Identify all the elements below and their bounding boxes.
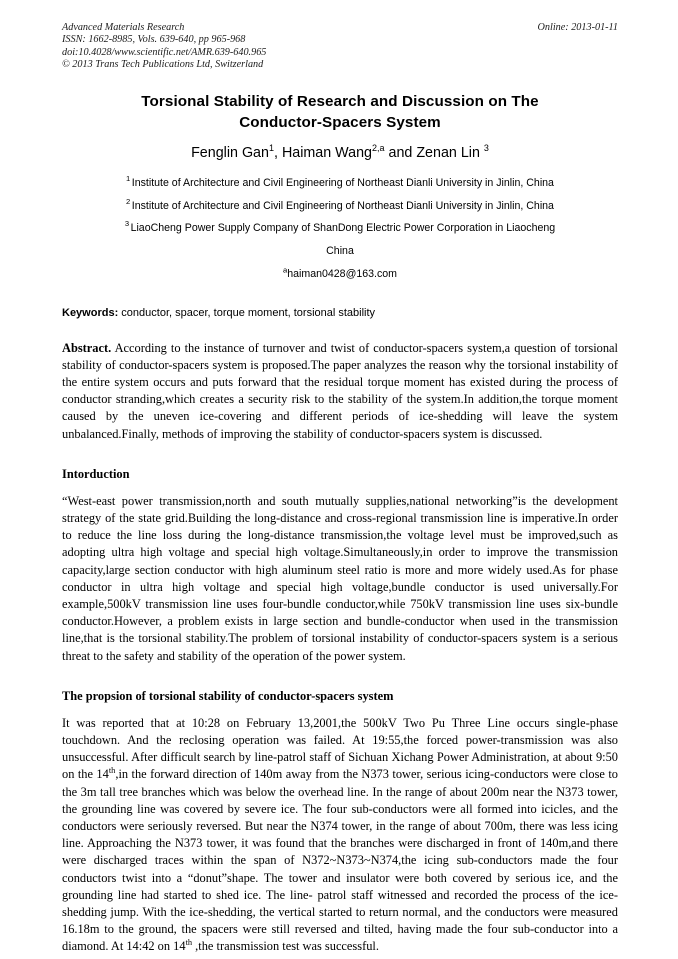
author-separator-1: ,	[273, 145, 282, 161]
journal-copyright: © 2013 Trans Tech Publications Ltd, Switzerland	[62, 58, 264, 70]
affiliation-text-1: Institute of Architecture and Civil Engineering of Northeast Dianli University in Jinlin, China	[131, 177, 554, 189]
journal-doi: doi:10.4028/www.scientific.net/AMR.639-640.965	[62, 46, 267, 58]
affiliation-text-3-line2: China	[326, 244, 354, 257]
affiliation-marker-1: 1	[126, 174, 131, 184]
author-separator-2: and	[384, 145, 417, 161]
affiliation-list	[62, 172, 618, 285]
propsion-text-part-1: It was reported that at 10:28 on February 13,2001,the 500kV Two Pu Three Line occurs single-phase touchdown. And the reclosing operation was failed. At 19:55,the forced power-transmission was also unsuccessful. After difficult search by line-patrol staff of Sichuan Xichang Power Administration, at about 9:50 on the 14	[62, 715, 618, 782]
author-1-affiliation-marker: 1	[268, 143, 274, 154]
abstract-text: According to the instance of turnover and twist of conductor-spacers system,a question of torsional stability of conductor-spacers system is proposed.The paper analyzes the reason why the torsional instability of the entire system occurs and puts forward that the residual torque moment has existed during the process of conductor stranding,which creates a security risk to the stability of the system.In addition,the torque moment caused by the uneven ice-covering and different periods of ice-shedding will leave the system unbalanced.Finally, methods of improving the stability of conductor-spacers system is discussed.	[62, 340, 618, 441]
email-address: haiman0428@163.com	[287, 267, 397, 280]
abstract-paragraph	[62, 340, 618, 443]
propsion-paragraph	[62, 715, 618, 956]
propsion-text-part-2: ,in the forward direction of 140m away from the N373 tower, serious icing-conductors were close to the 3m tall tree branches which was below the overhead line. In the range of about 200m near the N373 tower, the grounding line was covered by severe ice. The four sub-conductors were all formed into icicles, and the conductors were seriously reversed. But near the N374 tower, in the range of about 700m, there was less icing line. Approaching the N373 tower, it was found that the branches were discharged in front of 140m,and there were discharged traces within the span of N372~N373~N374,the icing sub-conductors made the four conductors twist into a “donut”shape. The tower and insulator were both covered by serious ice, and the grounding line had started to shed ice. The line- patrol staff witnessed and recorded the process of the ice-shedding jump. With the ice-shedding, the vertical started to return normal, and the conductors were measured 16.18m to the ground, the spacers were still reversed and tilted, having made the four sub-conductor into a diamond. At 14:42 on 14	[62, 767, 618, 954]
online-date: Online: 2013-01-11	[537, 22, 618, 33]
page-content	[62, 22, 618, 959]
affiliation-item	[62, 172, 618, 195]
title-line-1: Torsional Stability of Research and Discussion on The	[141, 93, 539, 110]
affiliation-marker-2: 2	[126, 196, 131, 206]
introduction-paragraph: “West-east power transmission,north and south mutually supplies,national networking”is the development strategy of the state grid.Building the long-distance and cross-regional transmission line is imperative.In order to reduce the line loss during the long-distance transmission,the voltage level must be improved,such as adopting ultra high voltage and special high voltage.Simultaneously,in order to improve the transmission capacity,large section conductor with high aluminum steel ratio is more and more widely used.As for phase conductor in ultra high voltage and special high voltage,bundle conductor is used universally.For example,500kV transmission line uses four-bundle conductor,while 750kV transmission line uses six-bundle conductor.However, a problem exists in large section and bundle-conductor when used in the transmission line,that is the torsional stability.The problem of torsional instability of conductor-spacers system is a serious threat to the safety and stability of the operation of the power system.	[62, 493, 618, 663]
email-marker: a	[283, 264, 288, 274]
journal-name: Advanced Materials Research	[62, 22, 185, 33]
keywords-line	[62, 306, 618, 321]
propsion-text-part-3: ,the transmission test was successful.	[192, 939, 379, 954]
affiliation-text-3: LiaoCheng Power Supply Company of ShanDong Electric Power Corporation in Liaocheng	[130, 222, 556, 234]
author-2-affiliation-marker: 2,a	[372, 143, 385, 154]
ordinal-suffix-1: th	[108, 766, 116, 776]
journal-header-left	[62, 22, 482, 71]
affiliation-item	[62, 217, 618, 262]
keywords-label: Keywords:	[62, 306, 119, 319]
journal-header	[62, 22, 618, 74]
page-title	[62, 91, 618, 133]
affiliation-marker-3: 3	[124, 219, 130, 229]
title-line-2: Conductor-Spacers System	[239, 114, 441, 131]
affiliation-item	[62, 195, 618, 218]
affiliation-text-2: Institute of Architecture and Civil Engineering of Northeast Dianli University in Jinlin, China	[131, 199, 554, 212]
author-2-name: Haiman Wang	[281, 145, 372, 161]
abstract-label: Abstract.	[62, 340, 112, 355]
keywords-value: conductor, spacer, torque moment, torsional stability	[118, 306, 376, 319]
section-heading-introduction: Intorduction	[62, 466, 130, 481]
ordinal-suffix-2: th	[185, 938, 193, 948]
author-3-affiliation-marker: 3	[483, 143, 489, 154]
journal-issn: ISSN: 1662-8985, Vols. 639-640, pp 965-968	[62, 34, 246, 46]
author-1-name: Fenglin Gan	[191, 145, 269, 161]
author-3-name: Zenan Lin	[416, 145, 484, 161]
section-heading-propsion: The propsion of torsional stability of conductor-spacers system	[62, 688, 394, 703]
corresponding-email	[62, 263, 618, 285]
author-list	[62, 144, 618, 162]
